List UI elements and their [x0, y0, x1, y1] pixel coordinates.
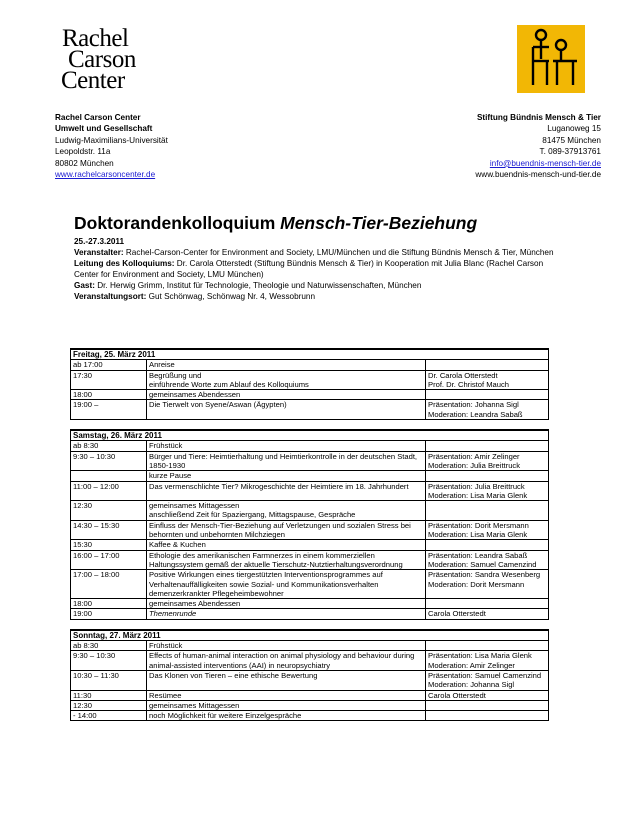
row-event: noch Möglichkeit für weitere Einzelgespräche [147, 711, 426, 721]
row-event: Bürger und Tiere: Heimtierhaltung und Heimtierkontrolle in der deutschen Stadt, 1850-1930 [147, 451, 426, 471]
rcc-university: Ludwig-Maximilians-Universität [55, 135, 168, 145]
row-event: Frühstück [147, 441, 426, 451]
row-event: kurze Pause [147, 471, 426, 481]
row-presenter [426, 540, 549, 550]
schedule-table [70, 348, 549, 721]
buendnis-mensch-tier-logo [517, 25, 585, 93]
row-event: Die Tierwelt von Syene/Aswan (Ägypten) [147, 400, 426, 420]
info-guest [74, 280, 554, 291]
row-time: 18:00 [71, 599, 147, 609]
row-time: 10:30 – 11:30 [71, 670, 147, 690]
row-time: 16:00 – 17:00 [71, 550, 147, 570]
row-time: 15:30 [71, 540, 147, 550]
schedule-row [71, 570, 549, 599]
logo-word-1: Rachel [62, 25, 129, 52]
schedule-row [71, 540, 549, 550]
row-event: Das vermenschlichte Tier? Mikrogeschichte der Heimtiere im 18. Jahrhundert [147, 481, 426, 501]
schedule-row [71, 641, 549, 651]
buendnis-address [475, 112, 601, 180]
row-presenter: Carola Otterstedt [426, 609, 549, 619]
row-time: 14:30 – 15:30 [71, 520, 147, 540]
schedule-row [71, 690, 549, 700]
schedule-row [71, 501, 549, 521]
row-presenter: Präsentation: Johanna Sigl Moderation: Leandra Sabaß [426, 400, 549, 420]
rachel-carson-center-logo [61, 25, 136, 94]
row-time: 19:00 – [71, 400, 147, 420]
row-presenter: Präsentation: Sandra Wesenberg Moderation: Dorit Mersmann [426, 570, 549, 599]
day-spacer [71, 619, 549, 630]
row-time: 12:30 [71, 700, 147, 710]
row-presenter: Präsentation: Leandra Sabaß Moderation: Samuel Camenzind [426, 550, 549, 570]
buendnis-street: Luganoweg 15 [547, 124, 601, 134]
schedule-row [71, 471, 549, 481]
row-presenter [426, 599, 549, 609]
page-title [74, 213, 477, 234]
row-event: Positive Wirkungen eines tiergestützten Interventionsprogrammes auf Verhaltenauffälligkeiten sowie Sozial- und Kommunikationsverhalten demenzerkrankter Pflegeheimbewohner [147, 570, 426, 599]
schedule-row [71, 370, 549, 390]
row-presenter: Präsentation: Lisa Maria Glenk Moderation: Amir Zelinger [426, 651, 549, 671]
row-presenter: Präsentation: Samuel Camenzind Moderation: Johanna Sigl [426, 670, 549, 690]
figures-at-table-icon [517, 25, 585, 93]
schedule-row [71, 700, 549, 710]
logo-word-2: Carson [68, 46, 136, 73]
row-presenter: Präsentation: Julia Breittruck Moderation: Lisa Maria Glenk [426, 481, 549, 501]
row-event: Einfluss der Mensch-Tier-Beziehung auf Verletzungen und sozialen Stress bei behornten und unbehornten Milchziegen [147, 520, 426, 540]
row-presenter [426, 441, 549, 451]
schedule-row [71, 441, 549, 451]
row-time: - 14:00 [71, 711, 147, 721]
day-header [71, 349, 549, 360]
title-main: Doktorandenkolloquium [74, 213, 281, 233]
row-presenter: Präsentation: Dorit Mersmann Moderation: Lisa Maria Glenk [426, 520, 549, 540]
row-presenter [426, 700, 549, 710]
row-event: Kaffee & Kuchen [147, 540, 426, 550]
row-time: 9:30 – 10:30 [71, 451, 147, 471]
row-event: Frühstück [147, 641, 426, 651]
schedule-row [71, 400, 549, 420]
schedule-row [71, 481, 549, 501]
schedule-row [71, 670, 549, 690]
info-leadership [74, 258, 554, 280]
info-label: Leitung des Kolloquiums: [74, 259, 175, 268]
rcc-street: Leopoldstr. 11a [55, 147, 111, 157]
schedule-row [71, 651, 549, 671]
rcc-subtitle: Umwelt und Gesellschaft [55, 124, 153, 134]
day-header [71, 430, 549, 441]
row-event: Effects of human-animal interaction on animal physiology and behaviour during animal-assisted interventions (AAI) in neuropsychiatry [147, 651, 426, 671]
info-organizer [74, 247, 554, 258]
rcc-address [55, 112, 168, 180]
buendnis-email-link[interactable]: info@buendnis-mensch-tier.de [489, 158, 601, 168]
logo-word-3: Center [61, 67, 125, 94]
schedule-row [71, 550, 549, 570]
row-time: 12:30 [71, 501, 147, 521]
row-event: gemeinsames Mittagessen anschließend Zeit für Spaziergang, Mittagspause, Gespräche [147, 501, 426, 521]
buendnis-name: Stiftung Bündnis Mensch & Tier [476, 113, 601, 122]
row-time: 17:00 – 18:00 [71, 570, 147, 599]
info-label: Veranstaltungsort: [74, 292, 147, 301]
title-italic: Mensch-Tier-Beziehung [280, 213, 478, 233]
rcc-website-link[interactable]: www.rachelcarsoncenter.de [55, 170, 156, 180]
day-spacer [71, 420, 549, 431]
schedule-row [71, 711, 549, 721]
spacer-cell [71, 619, 549, 630]
day-title: Sonntag, 27. März 2011 [71, 630, 549, 641]
row-time [71, 471, 147, 481]
row-time: ab 8:30 [71, 441, 147, 451]
row-event: Anreise [147, 360, 426, 370]
row-presenter: Carola Otterstedt [426, 690, 549, 700]
schedule-row [71, 609, 549, 619]
buendnis-phone: T. 089-37913761 [539, 147, 601, 157]
row-presenter: Präsentation: Amir Zelinger Moderation: Julia Breittruck [426, 451, 549, 471]
row-event: Das Klonen von Tieren – eine ethische Bewertung [147, 670, 426, 690]
buendnis-website: www.buendnis-mensch-und-tier.de [475, 170, 601, 180]
row-presenter [426, 471, 549, 481]
row-time: 11:00 – 12:00 [71, 481, 147, 501]
row-event: Ethologie des amerikanischen Farmnerzes in einem kommerziellen Haltungssystem gemäß der aktuelle Tierschutz-Nutztierhaltungsverordnung [147, 550, 426, 570]
row-presenter [426, 501, 549, 521]
info-text: Dr. Herwig Grimm, Institut für Technologie, Theologie und Naturwissenschaften, München [94, 281, 422, 290]
info-label: Veranstalter: [74, 248, 124, 257]
row-event: Themenrunde [147, 609, 426, 619]
row-time: 18:00 [71, 390, 147, 400]
day-header [71, 630, 549, 641]
rcc-city: 80802 München [55, 158, 114, 168]
info-text: Dr. Carola Otterstedt (Stiftung Bündnis Mensch & Tier) in Kooperation mit Julia Blanc (Rachel Carson Center for Environment and Society, LMU München) [74, 259, 544, 279]
schedule-row [71, 599, 549, 609]
row-time: ab 17:00 [71, 360, 147, 370]
row-time: 19:00 [71, 609, 147, 619]
row-time: 11:30 [71, 690, 147, 700]
row-presenter [426, 711, 549, 721]
row-presenter [426, 390, 549, 400]
row-presenter: Dr. Carola Otterstedt Prof. Dr. Christof Mauch [426, 370, 549, 390]
spacer-cell [71, 420, 549, 431]
info-text: Gut Schönwag, Schönwag Nr. 4, Wessobrunn [146, 292, 316, 301]
event-date: 25.-27.3.2011 [74, 237, 125, 246]
info-text: Rachel-Carson-Center for Environment and Society, LMU/München und die Stiftung Bündnis Mensch & Tier, München [123, 248, 554, 257]
row-time: ab 8:30 [71, 641, 147, 651]
schedule-row [71, 360, 549, 370]
row-event: gemeinsames Mittagessen [147, 700, 426, 710]
info-label: Gast: [74, 281, 95, 290]
schedule-row [71, 520, 549, 540]
row-presenter [426, 641, 549, 651]
buendnis-city: 81475 München [542, 135, 601, 145]
day-title: Freitag, 25. März 2011 [71, 349, 549, 360]
row-event: Resümee [147, 690, 426, 700]
row-time: 9:30 – 10:30 [71, 651, 147, 671]
rcc-name: Rachel Carson Center [55, 113, 141, 122]
schedule-row [71, 390, 549, 400]
schedule-row [71, 451, 549, 471]
day-title: Samstag, 26. März 2011 [71, 430, 549, 441]
event-info [74, 236, 554, 302]
row-event: Begrüßung und einführende Worte zum Ablauf des Kolloquiums [147, 370, 426, 390]
row-presenter [426, 360, 549, 370]
row-event: gemeinsames Abendessen [147, 599, 426, 609]
row-event: gemeinsames Abendessen [147, 390, 426, 400]
row-time: 17:30 [71, 370, 147, 390]
info-venue [74, 291, 554, 302]
